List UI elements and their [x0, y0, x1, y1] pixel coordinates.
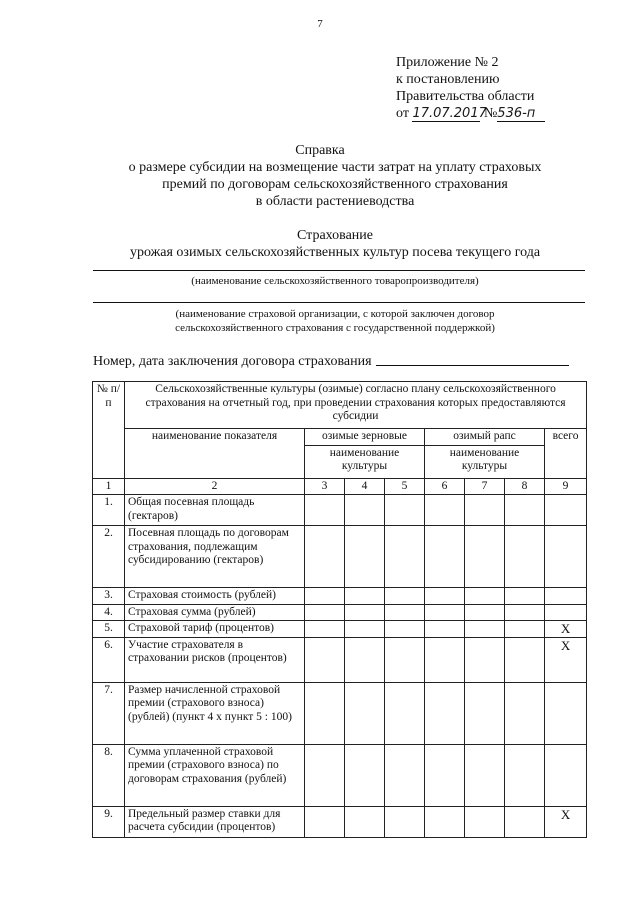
- value-cell: [465, 604, 505, 621]
- number-prefix: №: [483, 106, 498, 121]
- total-cell: X: [545, 621, 587, 638]
- value-cell: [505, 621, 545, 638]
- appendix-date-row: [396, 105, 545, 122]
- total-cell: [545, 744, 587, 806]
- column-number: 2: [125, 478, 305, 495]
- value-cell: [305, 637, 345, 682]
- value-cell: [345, 588, 385, 605]
- row-number: 3.: [93, 588, 125, 605]
- value-cell: [305, 806, 345, 837]
- value-cell: [425, 604, 465, 621]
- table-row: [93, 744, 587, 806]
- table-row: [93, 621, 587, 638]
- row-label: Страховая стоимость (рублей): [125, 588, 305, 605]
- table-row: [93, 526, 587, 588]
- insurer-line: [93, 302, 585, 303]
- header-row-number: № п/п: [93, 382, 125, 479]
- value-cell: [345, 637, 385, 682]
- row-label: Участие страхователя в страховании рисков (процентов): [125, 637, 305, 682]
- header-grain-crop-name: наименование культуры: [305, 445, 425, 478]
- value-cell: [345, 526, 385, 588]
- producer-caption: (наименование сельскохозяйственного товаропроизводителя): [191, 275, 479, 287]
- value-cell: [425, 588, 465, 605]
- row-label: Посевная площадь по договорам страхования, подлежащим субсидированию (гектаров): [125, 526, 305, 588]
- total-cell: X: [545, 637, 587, 682]
- value-cell: [465, 682, 505, 744]
- value-cell: [345, 806, 385, 837]
- contract-fill-line: [376, 352, 569, 366]
- column-number: 5: [385, 478, 425, 495]
- value-cell: [345, 495, 385, 526]
- value-cell: [425, 621, 465, 638]
- value-cell: [425, 682, 465, 744]
- producer-line: [93, 270, 585, 271]
- value-cell: [505, 744, 545, 806]
- column-number: 9: [545, 478, 587, 495]
- value-cell: [465, 806, 505, 837]
- column-number: 1: [93, 478, 125, 495]
- subtitle-line-1: Страхование: [297, 228, 373, 243]
- appendix-line-1: Приложение № 2: [396, 55, 499, 70]
- value-cell: [505, 637, 545, 682]
- value-cell: [305, 526, 345, 588]
- value-cell: [345, 744, 385, 806]
- value-cell: [465, 495, 505, 526]
- page-number: 7: [317, 18, 323, 30]
- value-cell: [305, 588, 345, 605]
- table-row: [93, 682, 587, 744]
- value-cell: [425, 806, 465, 837]
- value-cell: [505, 495, 545, 526]
- value-cell: [385, 682, 425, 744]
- row-number: 9.: [93, 806, 125, 837]
- value-cell: [385, 637, 425, 682]
- insurer-caption-line-1: (наименование страховой организации, с которой заключен договор: [175, 308, 495, 320]
- value-cell: [505, 604, 545, 621]
- header-rapeseed-crop-name: наименование культуры: [425, 445, 545, 478]
- insurer-caption-line-2: сельскохозяйственного страхования с государственной поддержкой): [175, 322, 495, 334]
- value-cell: [465, 588, 505, 605]
- value-cell: [345, 682, 385, 744]
- value-cell: [385, 604, 425, 621]
- header-indicator: наименование показателя: [125, 429, 305, 479]
- table-row: [93, 495, 587, 526]
- row-label: Страховой тариф (процентов): [125, 621, 305, 638]
- table-row: [93, 637, 587, 682]
- header-winter-rapeseed: озимый рапс: [425, 429, 545, 446]
- total-cell: [545, 495, 587, 526]
- document-heading: Справка: [295, 143, 345, 158]
- total-cell: [545, 604, 587, 621]
- value-cell: [505, 682, 545, 744]
- title-line-2: премий по договорам сельскохозяйственного страхования: [162, 177, 508, 192]
- row-label: Предельный размер ставки для расчета субсидии (процентов): [125, 806, 305, 837]
- handwritten-date: 17.07.2017: [412, 106, 487, 121]
- row-number: 8.: [93, 744, 125, 806]
- value-cell: [505, 526, 545, 588]
- value-cell: [505, 588, 545, 605]
- contract-row: [93, 352, 569, 370]
- value-cell: [465, 744, 505, 806]
- row-number: 6.: [93, 637, 125, 682]
- row-number: 7.: [93, 682, 125, 744]
- total-cell: [545, 682, 587, 744]
- value-cell: [385, 744, 425, 806]
- value-cell: [425, 637, 465, 682]
- column-number: 8: [505, 478, 545, 495]
- value-cell: [385, 806, 425, 837]
- appendix-line-3: Правительства области: [396, 89, 535, 104]
- value-cell: [385, 526, 425, 588]
- value-cell: [305, 604, 345, 621]
- value-cell: [305, 495, 345, 526]
- value-cell: [505, 806, 545, 837]
- value-cell: [425, 495, 465, 526]
- value-cell: [385, 495, 425, 526]
- handwritten-number: 536-п: [497, 107, 545, 122]
- value-cell: [345, 621, 385, 638]
- column-number: 4: [345, 478, 385, 495]
- row-number: 1.: [93, 495, 125, 526]
- row-number: 2.: [93, 526, 125, 588]
- row-label: Общая посевная площадь (гектаров): [125, 495, 305, 526]
- title-line-3: в области растениеводства: [255, 194, 415, 209]
- date-prefix: от: [396, 106, 409, 121]
- appendix-block: [396, 54, 545, 122]
- total-cell: [545, 588, 587, 605]
- subtitle-line-2: урожая озимых сельскохозяйственных культур посева текущего года: [129, 245, 541, 260]
- total-cell: X: [545, 806, 587, 837]
- value-cell: [305, 682, 345, 744]
- row-label: Сумма уплаченной страховой премии (страхового взноса) по договорам страхования (рублей): [125, 744, 305, 806]
- column-number: 6: [425, 478, 465, 495]
- value-cell: [465, 637, 505, 682]
- column-numbers-row: [93, 478, 587, 495]
- value-cell: [345, 604, 385, 621]
- total-cell: [545, 526, 587, 588]
- table-row: [93, 588, 587, 605]
- header-crops-group: Сельскохозяйственные культуры (озимые) согласно плану сельскохозяйственного страхования на отчетный год, при проведении страхования которых предоставляются субсидии: [125, 382, 587, 429]
- header-winter-grain: озимые зерновые: [305, 429, 425, 446]
- value-cell: [465, 621, 505, 638]
- value-cell: [385, 588, 425, 605]
- value-cell: [305, 621, 345, 638]
- row-label: Размер начисленной страховой премии (страхового взноса) (рублей) (пункт 4 х пункт 5 : 100): [125, 682, 305, 744]
- value-cell: [425, 744, 465, 806]
- row-number: 4.: [93, 604, 125, 621]
- value-cell: [305, 744, 345, 806]
- column-number: 7: [465, 478, 505, 495]
- table-row: [93, 604, 587, 621]
- column-number: 3: [305, 478, 345, 495]
- row-label: Страховая сумма (рублей): [125, 604, 305, 621]
- value-cell: [425, 526, 465, 588]
- row-number: 5.: [93, 621, 125, 638]
- subsidy-table: [92, 381, 587, 838]
- value-cell: [385, 621, 425, 638]
- value-cell: [465, 526, 505, 588]
- appendix-line-2: к постановлению: [396, 72, 500, 87]
- header-total: всего: [545, 429, 587, 479]
- table-row: [93, 806, 587, 837]
- contract-label: Номер, дата заключения договора страхования: [93, 354, 372, 369]
- title-line-1: о размере субсидии на возмещение части затрат на уплату страховых: [128, 160, 542, 175]
